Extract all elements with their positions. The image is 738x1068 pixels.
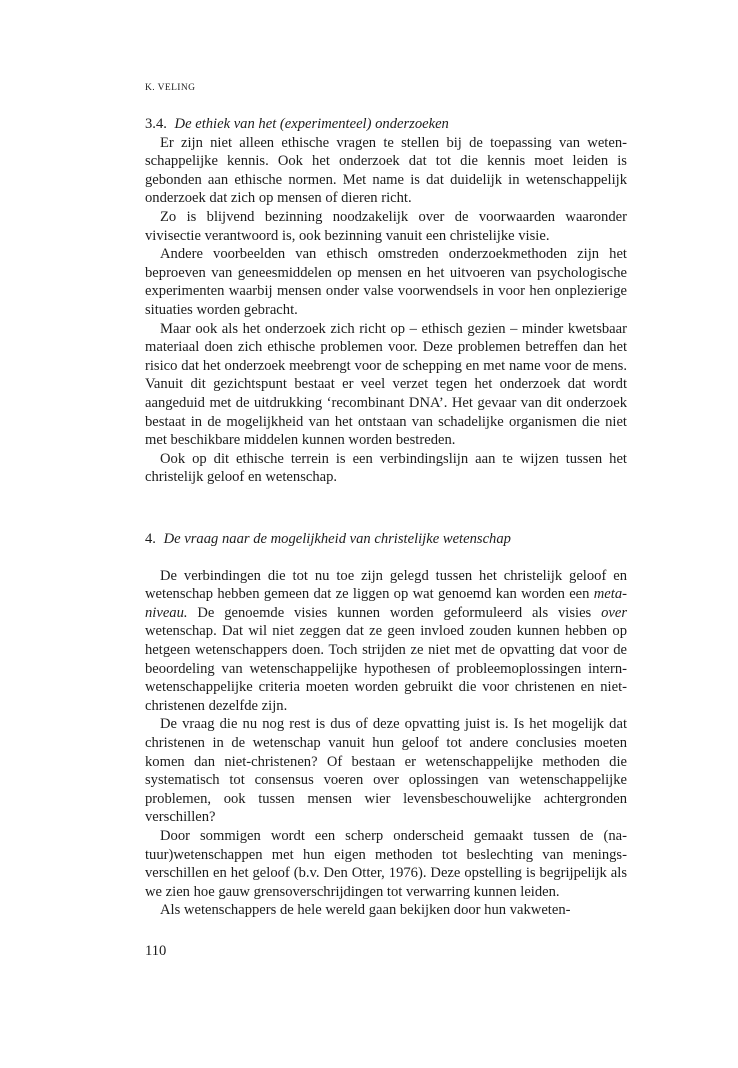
paragraph: [145, 567, 627, 716]
text-run: De verbindingen die tot nu toe zijn gelegd tussen het christelijk geloof en wetenschap hebben gemeen dat ze liggen op wat genoemd kan worden een: [145, 567, 627, 603]
page-number: 110: [145, 943, 167, 959]
section-heading: [145, 115, 627, 134]
section-heading: [145, 530, 627, 549]
section-number: 3.4.: [145, 116, 167, 132]
section-title: De vraag naar de mogelijkheid van christelijke wetenschap: [163, 531, 511, 547]
section-4: [145, 530, 627, 920]
paragraph: Er zijn niet alleen ethische vragen te stellen bij de toepassing van wetenschappelijke kennis. Ook het onderzoek dat tot die kennis moet leiden is gebonden aan ethische normen. Met name is dat duidelijk in wetenschappelijk onderzoek dat zich op mensen of dieren richt.: [145, 134, 627, 207]
book-page: [145, 0, 627, 1068]
text-run: De genoemde visies kunnen worden geformuleerd als visies: [187, 604, 602, 621]
paragraph: Als wetenschappers de hele wereld gaan bekijken door hun vakweten-: [160, 902, 571, 919]
paragraph: Maar ook als het onderzoek zich richt op – ethisch gezien – minder kwetsbaar materiaal doen zich ethische problemen voor. Deze problemen betreffen dan het risico dat het onderzoek meebrengt voor de schepping en met name voor de mens. Vanuit dit gezichtspunt bestaat er veel verzet tegen het onderzoek dat wordt aangeduid met de uitdrukking ‘recombinant DNA’. Het gevaar van dit onderzoek bestaat in de mogelijkheid van het ontstaan van schadelijke organismen die niet met beschikbare middelen kunnen worden bestreden.: [145, 320, 627, 449]
section-3-4: [145, 115, 627, 487]
paragraph: Ook op dit ethische terrein is een verbindingslijn aan te wijzen tussen het christelijk geloof en wetenschap.: [145, 450, 627, 486]
paragraph: Door sommigen wordt een scherp onderscheid gemaakt tussen de (natuur)wetenschappen met hun eigen methoden tot beslechting van meningsverschillen en het geloof (b.v. Den Otter, 1976). Deze opstelling is begrijpelijk als we zien hoe gauw grensoverschrijdingen tot verwarring kunnen leiden.: [145, 827, 627, 900]
paragraph: Zo is blijvend bezinning noodzakelijk over de voorwaarden waaronder vivisectie verantwoord is, ook bezinning vanuit een christelijke visie.: [145, 208, 627, 244]
section-number: 4.: [145, 531, 156, 547]
paragraph: De vraag die nu nog rest is dus of deze opvatting juist is. Is het mogelijk dat christenen in de wetenschap vanuit hun geloof tot andere conclusies moeten komen dan niet-christenen? Of bestaan er wetenschappelijke methoden die systematisch tot consensus voeren over oplossingen van wetenschappelijke problemen, ook tussen mensen wier levensbeschouwelijke achtergronden verschillen?: [145, 716, 627, 826]
italic-term: over: [601, 604, 627, 621]
text-run: wetenschap. Dat wil niet zeggen dat ze geen invloed zouden kunnen hebben op hetgeen wetenschappers doen. Toch strijden ze niet met de opvatting dat voor de beoordeling van wetenschappelijke hypothesen of probleemoplossingen intern-wetenschappelijke criteria moeten worden gebruikt die voor christenen en niet-christenen dezelfde zijn.: [145, 623, 627, 714]
section-title: De ethiek van het (experimenteel) onderzoeken: [174, 116, 449, 132]
paragraph: Andere voorbeelden van ethisch omstreden onderzoekmethoden zijn het beproeven van geneesmiddelen op mensen en het uitvoeren van psychologische experimenten waarbij mensen onder valse voorwendsels in voor hen onplezierige situaties worden gebracht.: [145, 246, 627, 318]
running-header: K. VELING: [145, 83, 196, 93]
italic-term: meta-niveau.: [145, 586, 627, 621]
